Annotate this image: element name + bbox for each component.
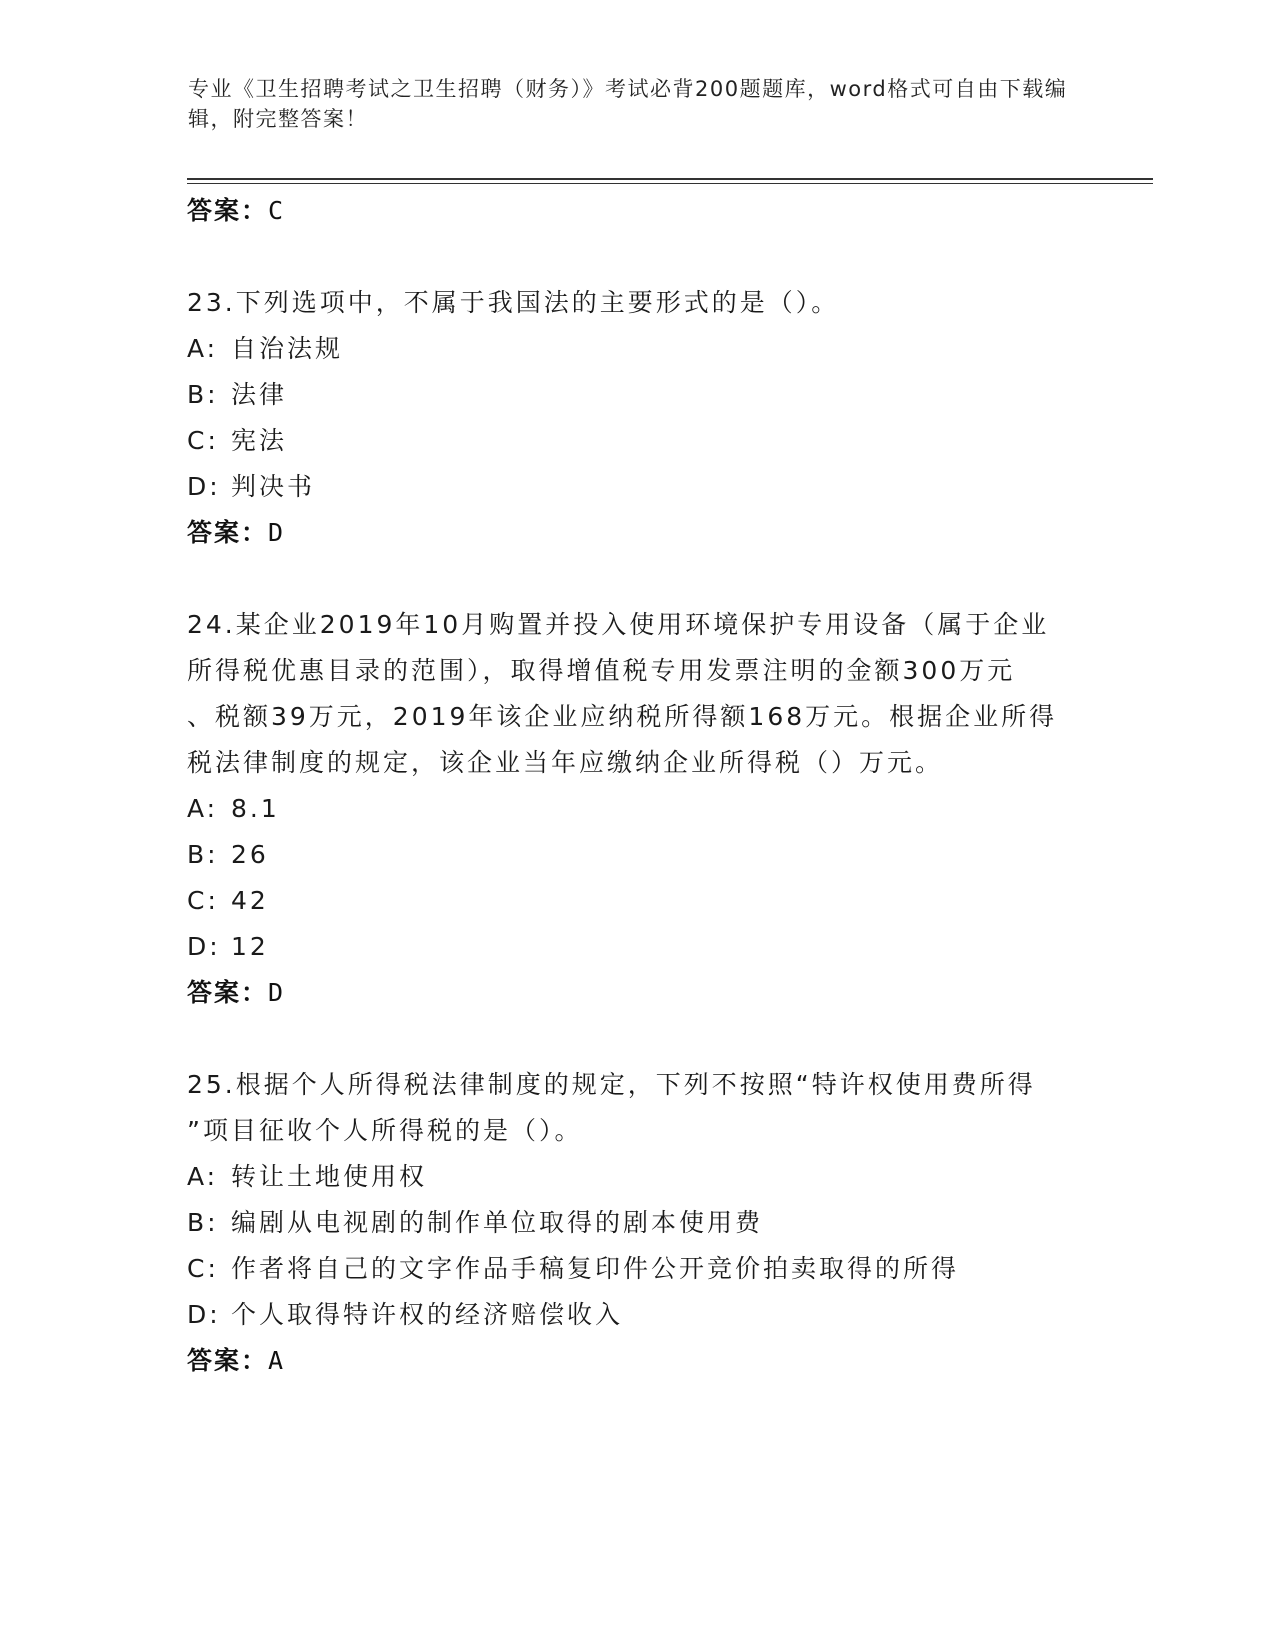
option-a xyxy=(187,786,1087,832)
option-text: 宪法 xyxy=(231,426,288,455)
answer-24 xyxy=(187,970,1087,1016)
option-letter: C: xyxy=(187,886,219,915)
question-stem-line: ”项目征收个人所得税的是（）。 xyxy=(187,1116,583,1145)
option-b xyxy=(187,832,1087,878)
option-letter: C: xyxy=(187,1254,219,1283)
option-text: 编剧从电视剧的制作单位取得的剧本使用费 xyxy=(231,1208,764,1237)
option-text: 个人取得特许权的经济赔偿收入 xyxy=(231,1300,624,1329)
option-text: 转让土地使用权 xyxy=(231,1162,428,1191)
option-letter: A: xyxy=(187,794,219,823)
question-stem-line: 24.某企业2019年10月购置并投入使用环境保护专用设备（属于企业 xyxy=(187,610,1050,639)
header-divider-thick xyxy=(187,178,1153,180)
option-letter: C: xyxy=(187,426,219,455)
answer-value: A xyxy=(268,1346,286,1375)
spacer xyxy=(187,556,1087,602)
option-d xyxy=(187,924,1087,970)
option-text: 26 xyxy=(231,840,269,869)
question-stem: 23.下列选项中，不属于我国法的主要形式的是（）。 xyxy=(187,288,840,317)
header-divider-thin xyxy=(187,183,1153,184)
option-text: 作者将自己的文字作品手稿复印件公开竞价拍卖取得的所得 xyxy=(231,1254,960,1283)
option-c xyxy=(187,878,1087,924)
option-letter: D: xyxy=(187,1300,221,1329)
answer-value: D xyxy=(268,978,286,1007)
answer-label: 答案： xyxy=(187,196,269,225)
answer-22 xyxy=(187,188,1087,234)
question-stem-line: 所得税优惠目录的范围），取得增值税专用发票注明的金额300万元 xyxy=(187,656,1016,685)
option-c xyxy=(187,418,1087,464)
question-stem-line: 25.根据个人所得税法律制度的规定，下列不按照“特许权使用费所得 xyxy=(187,1070,1036,1099)
option-d xyxy=(187,1292,1087,1338)
option-c xyxy=(187,1246,1087,1292)
option-b xyxy=(187,1200,1087,1246)
option-letter: D: xyxy=(187,472,221,501)
answer-25 xyxy=(187,1338,1087,1384)
option-letter: D: xyxy=(187,932,221,961)
spacer xyxy=(187,234,1087,280)
question-25 xyxy=(187,1062,1087,1384)
answer-value: D xyxy=(268,518,286,547)
answer-23 xyxy=(187,510,1087,556)
option-letter: A: xyxy=(187,1162,219,1191)
question-23 xyxy=(187,280,1087,556)
option-b xyxy=(187,372,1087,418)
answer-label: 答案： xyxy=(187,1346,269,1375)
option-text: 判决书 xyxy=(231,472,316,501)
option-text: 12 xyxy=(231,932,269,961)
question-stem-line: 、税额39万元，2019年该企业应纳税所得额168万元。根据企业所得 xyxy=(187,702,1058,731)
question-stem-line: 税法律制度的规定，该企业当年应缴纳企业所得税（）万元。 xyxy=(187,748,944,777)
option-letter: B: xyxy=(187,840,219,869)
answer-value: C xyxy=(268,196,286,225)
answer-label: 答案： xyxy=(187,978,269,1007)
option-text: 42 xyxy=(231,886,269,915)
spacer xyxy=(187,1016,1087,1062)
option-letter: A: xyxy=(187,334,219,363)
question-list xyxy=(187,188,1087,1384)
option-d xyxy=(187,464,1087,510)
page-header: 专业《卫生招聘考试之卫生招聘（财务）》考试必背200题题库，word格式可自由下载编辑，附完整答案！ xyxy=(188,77,1068,131)
answer-label: 答案： xyxy=(187,518,269,547)
option-a xyxy=(187,326,1087,372)
option-text: 法律 xyxy=(231,380,288,409)
option-text: 自治法规 xyxy=(231,334,344,363)
option-letter: B: xyxy=(187,1208,219,1237)
option-a xyxy=(187,1154,1087,1200)
option-letter: B: xyxy=(187,380,219,409)
question-24 xyxy=(187,602,1087,1016)
option-text: 8.1 xyxy=(231,794,280,823)
